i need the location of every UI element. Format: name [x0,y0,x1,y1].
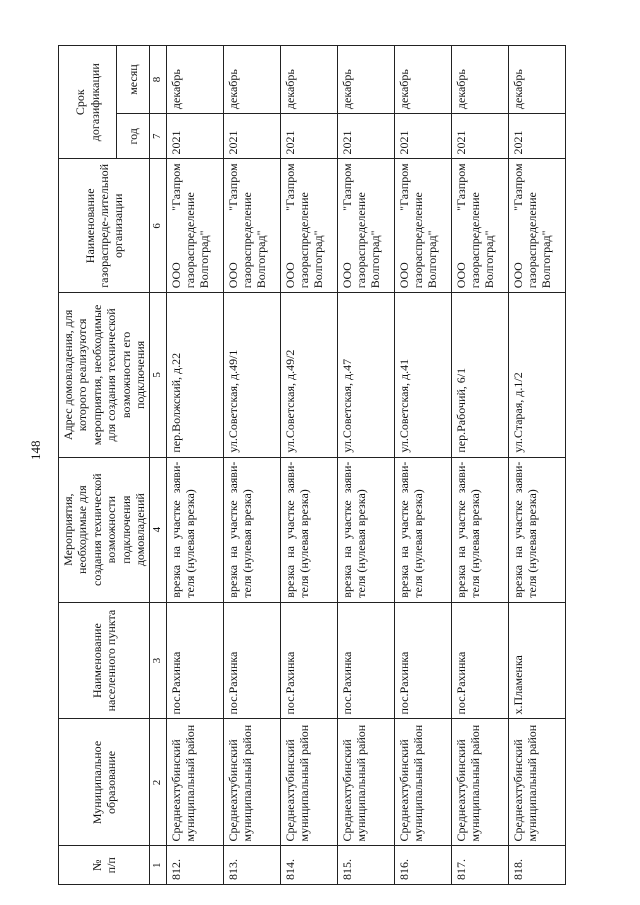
header-year: год [117,114,150,159]
header-address: Адрес домовладения, для которого реализуются мероприятия, необходимые для создания технической возможности его подключения [59,293,150,457]
cell-municipality: Среднеахтубинский муниципальный район [223,719,280,846]
cell-num: 814. [280,846,337,885]
table-row [508,46,565,885]
gasification-table [58,45,566,885]
cell-month: декабрь [223,46,280,114]
cell-address: ул.Советская, д.47 [337,293,394,457]
cell-measures: врезка на участке заяви-теля (нулевая врезка) [280,457,337,602]
cell-num: 815. [337,846,394,885]
cell-year: 2021 [223,114,280,159]
table-row [223,46,280,885]
cell-municipality: Среднеахтубинский муниципальный район [394,719,451,846]
cell-org: ООО "Газпром газораспределение Волгоград" [394,159,451,293]
header-org: Наименование газораспреде-лительной организации [59,159,150,293]
cell-num: 818. [508,846,565,885]
cell-municipality: Среднеахтубинский муниципальный район [280,719,337,846]
cell-num: 813. [223,846,280,885]
column-number: 2 [150,719,166,846]
column-number: 3 [150,602,166,719]
column-number: 6 [150,159,166,293]
cell-settlement: пос.Рахинка [223,602,280,719]
cell-org: ООО "Газпром газораспределение Волгоград" [508,159,565,293]
cell-year: 2021 [394,114,451,159]
cell-settlement: пос.Рахинка [166,602,223,719]
cell-settlement: пос.Рахинка [451,602,508,719]
cell-org: ООО "Газпром газораспределение Волгоград" [223,159,280,293]
cell-month: декабрь [337,46,394,114]
cell-month: декабрь [508,46,565,114]
cell-year: 2021 [337,114,394,159]
column-number-row [150,46,166,885]
column-number: 5 [150,293,166,457]
cell-municipality: Среднеахтубинский муниципальный район [508,719,565,846]
cell-num: 812. [166,846,223,885]
header-municipality: Муниципальное образование [59,719,150,846]
cell-year: 2021 [280,114,337,159]
cell-settlement: х.Пламенка [508,602,565,719]
cell-address: ул.Советская, д.49/1 [223,293,280,457]
table-row [280,46,337,885]
rotated-table-container [58,45,578,885]
cell-settlement: пос.Рахинка [280,602,337,719]
header-term: Срок догазификации [59,46,117,159]
cell-measures: врезка на участке заяви-теля (нулевая врезка) [337,457,394,602]
table-body [166,46,565,885]
cell-num: 816. [394,846,451,885]
table-row [394,46,451,885]
column-number: 1 [150,846,166,885]
cell-municipality: Среднеахтубинский муниципальный район [337,719,394,846]
cell-org: ООО "Газпром газораспределение Волгоград" [166,159,223,293]
cell-municipality: Среднеахтубинский муниципальный район [166,719,223,846]
column-number: 4 [150,457,166,602]
cell-month: декабрь [280,46,337,114]
table-row [166,46,223,885]
cell-settlement: пос.Рахинка [337,602,394,719]
cell-address: пер.Рабочий, 6/1 [451,293,508,457]
header-settlement: Наименование населенного пункта [59,602,150,719]
header-measures: Мероприятия, необходимые для создания технической возможности подключения домовладений [59,457,150,602]
cell-year: 2021 [508,114,565,159]
page-number: 148 [28,440,43,460]
table-row [337,46,394,885]
header-num: № п/п [59,846,150,885]
cell-org: ООО "Газпром газораспределение Волгоград" [280,159,337,293]
header-month: месяц [117,46,150,114]
cell-measures: врезка на участке заяви-теля (нулевая врезка) [223,457,280,602]
cell-measures: врезка на участке заяви-теля (нулевая врезка) [166,457,223,602]
cell-org: ООО "Газпром газораспределение Волгоград" [337,159,394,293]
cell-month: декабрь [394,46,451,114]
cell-address: ул.Советская, д.41 [394,293,451,457]
cell-address: пер.Волжский, д.22 [166,293,223,457]
cell-month: декабрь [451,46,508,114]
table-header [59,46,167,885]
cell-org: ООО "Газпром газораспределение Волгоград" [451,159,508,293]
cell-month: декабрь [166,46,223,114]
cell-address: ул.Советская, д.49/2 [280,293,337,457]
cell-year: 2021 [166,114,223,159]
cell-settlement: пос.Рахинка [394,602,451,719]
cell-measures: врезка на участке заяви-теля (нулевая врезка) [394,457,451,602]
cell-num: 817. [451,846,508,885]
column-number: 8 [150,46,166,114]
cell-measures: врезка на участке заяви-теля (нулевая врезка) [508,457,565,602]
cell-year: 2021 [451,114,508,159]
cell-address: ул.Старая, д.1/2 [508,293,565,457]
column-number: 7 [150,114,166,159]
table-row [451,46,508,885]
cell-municipality: Среднеахтубинский муниципальный район [451,719,508,846]
cell-measures: врезка на участке заяви-теля (нулевая врезка) [451,457,508,602]
